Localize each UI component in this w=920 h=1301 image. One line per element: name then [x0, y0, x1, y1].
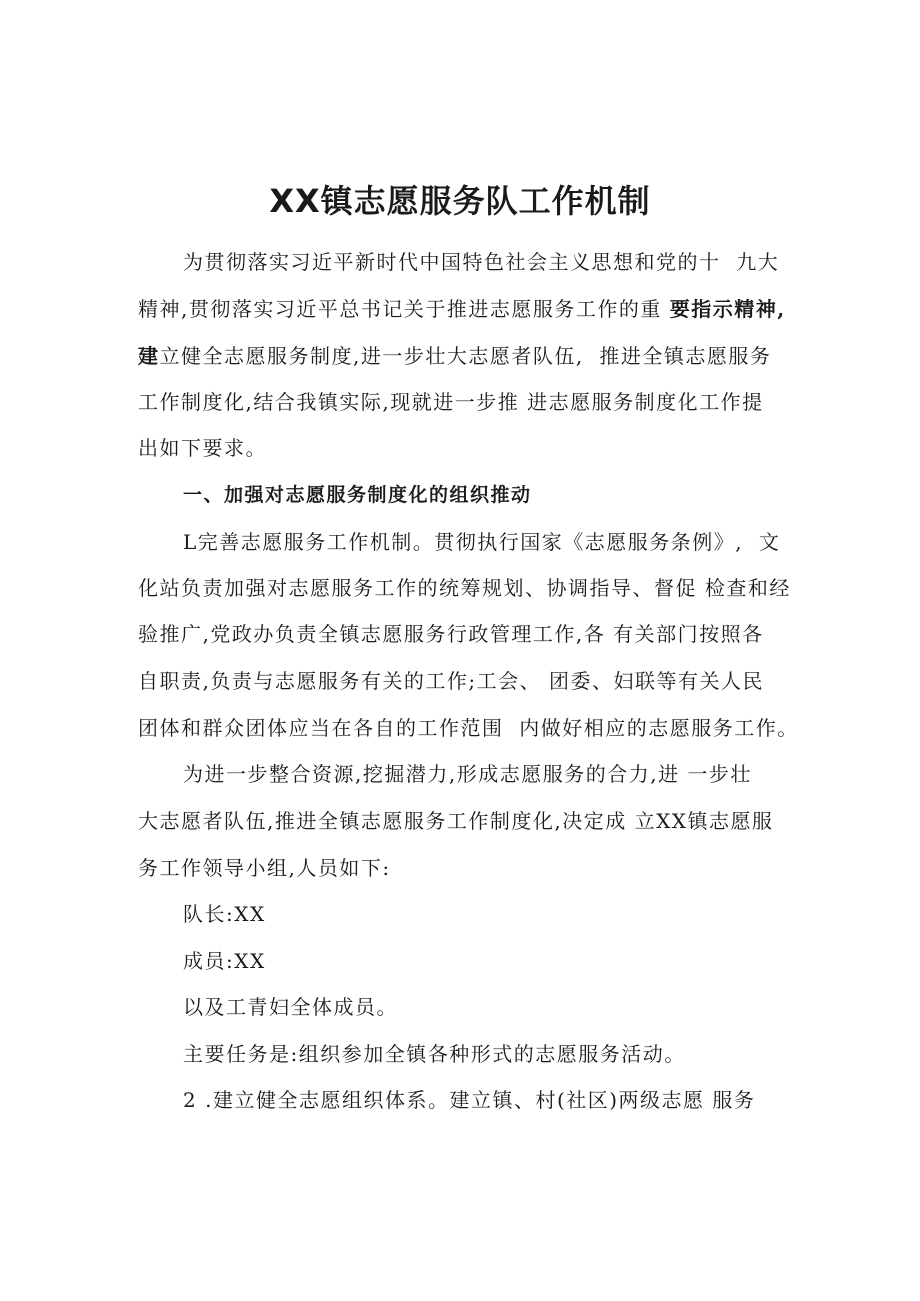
paragraph-2-line-1: L完善志愿服务工作机制。贯彻执行国家《志愿服务条例》, 文 [183, 530, 781, 554]
paragraph-1-line-4: 工作制度化,结合我镇实际,现就进一步推 进志愿服务制度化工作提 [138, 390, 764, 414]
paragraph-1-line-3 [138, 344, 798, 368]
paragraph-1-line-1: 为贯彻落实习近平新时代中国特色社会主义思想和党的十 九大 [183, 250, 780, 274]
paragraph-1-line-5: 出如下要求。 [138, 436, 267, 460]
paragraph-2-line-5: 团体和群众团体应当在各自的工作范围 内做好相应的志愿服务工作。 [138, 716, 799, 740]
paragraph-2-line-4: 自职责,负责与志愿服务有关的工作;工会、 团委、妇联等有关人民 [138, 669, 764, 693]
paragraph-1-line-2-bold: 要指示精神, [669, 297, 786, 321]
captain-line: 队长:XX [183, 902, 266, 926]
others-line: 以及工青妇全体成员。 [183, 995, 398, 1019]
paragraph-1-line-3-text: 立健全志愿服务制度,进一步壮大志愿者队伍, 推进全镇志愿服务 [159, 344, 772, 368]
members-line: 成员:XX [183, 949, 266, 973]
section-1-heading: 一、加强对志愿服务制度化的组织推动 [183, 484, 532, 506]
paragraph-1-line-3-bold: 建 [138, 344, 160, 368]
paragraph-3-line-2: 大志愿者队伍,推进全镇志愿服务工作制度化,决定成 立XX镇志愿服 [138, 809, 774, 833]
paragraph-1-line-2-text: 精神,贯彻落实习近平总书记关于推进志愿服务工作的重 [138, 297, 670, 321]
paragraph-3-line-3: 务工作领导小组,人员如下: [138, 856, 391, 880]
item-2-line: 2 .建立健全志愿组织体系。建立镇、村(社区)两级志愿 服务 [183, 1088, 756, 1112]
paragraph-2-line-3: 验推广,党政办负责全镇志愿服务行政管理工作,各 有关部门按照各 [138, 622, 764, 646]
paragraph-2-line-2: 化站负责加强对志愿服务工作的统筹规划、协调指导、督促 检查和经 [138, 576, 791, 600]
main-task-line: 主要任务是:组织参加全镇各种形式的志愿服务活动。 [183, 1042, 686, 1066]
paragraph-1-line-2 [138, 297, 798, 321]
document-title: XX镇志愿服务队工作机制 [269, 182, 651, 220]
paragraph-3-line-1: 为进一步整合资源,挖掘潜力,形成志愿服务的合力,进 一步壮 [183, 762, 752, 786]
